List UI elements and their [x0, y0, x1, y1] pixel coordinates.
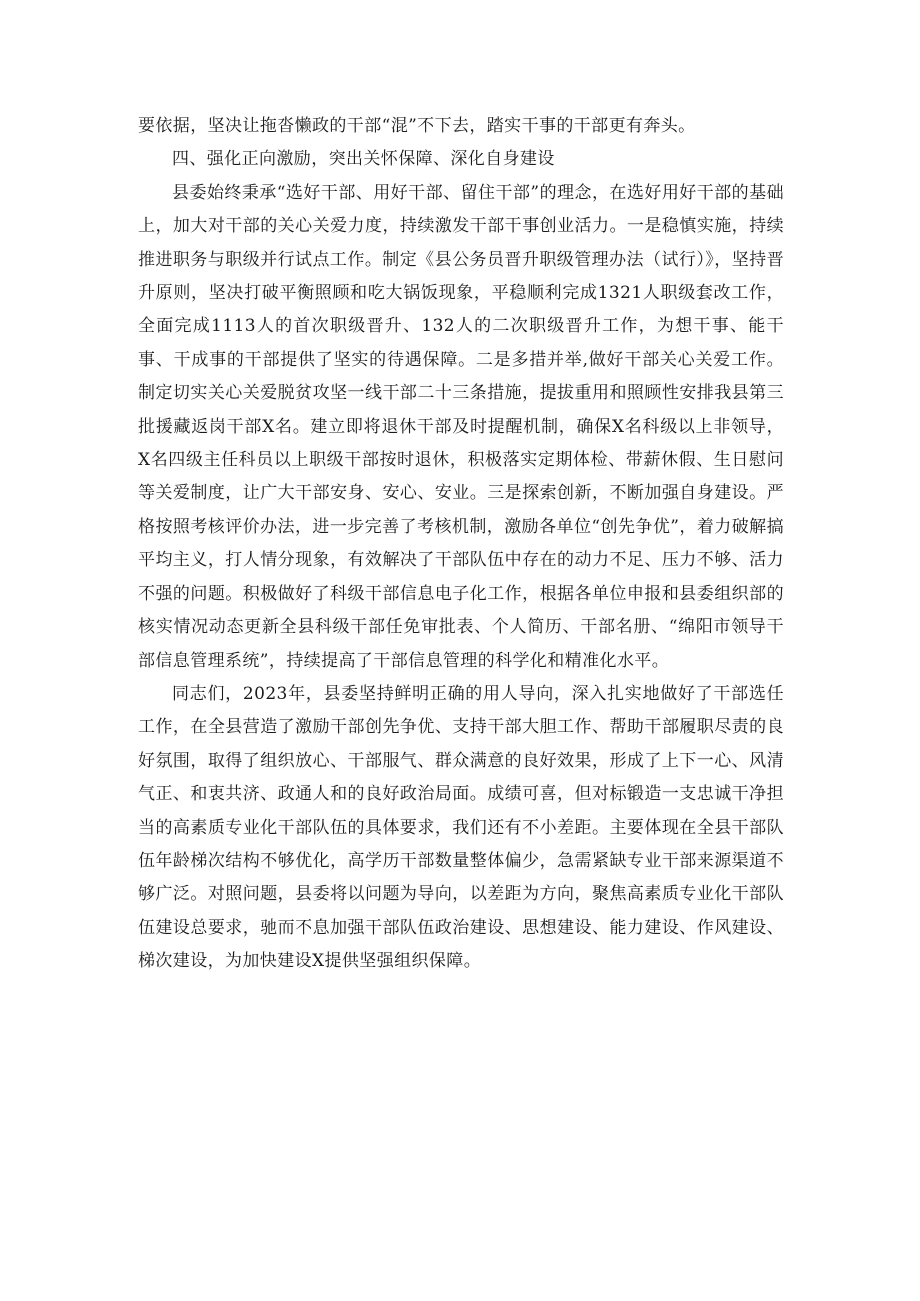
paragraph-care-and-support: 县委始终秉承“选好干部、用好干部、留住干部”的理念，在选好用好干部的基础上，加大对干部的关心关爱力度，持续激发干部干事创业活力。一是稳慎实施，持续推进职务与职级并行试点工作。制定《县公务员晋升职级管理办法（试行）》，坚持晋升原则，坚决打破平衡照顾和吃大锅饭现象，平稳顺利完成1321人职级套改工作，全面完成1113人的首次职级晋升、132人的二次职级晋升工作，为想干事、能干事、干成事的干部提供了坚实的待遇保障。二是多措并举,做好干部关心关爱工作。制定切实关心关爱脱贫攻坚一线干部二十三条措施，提拔重用和照顾性安排我县第三批援藏返岗干部X名。建立即将退休干部及时提醒机制，确保X名科级以上非领导，X名四级主任科员以上职级干部按时退休，积极落实定期体检、带薪休假、生日慰问等关爱制度，让广大干部安身、安心、安业。三是探索创新，不断加强自身建设。严格按照考核评价办法，进一步完善了考核机制，激励各单位“创先争优”，着力破解搞平均主义，打人情分现象，有效解决了干部队伍中存在的动力不足、压力不够、活力不强的问题。积极做好了科级干部信息电子化工作，根据各单位申报和县委组织部的核实情况动态更新全县科级干部任免审批表、个人简历、干部名册、“绵阳市领导干部信息管理系统”，持续提高了干部信息管理的科学化和精准化水平。	[138, 182, 784, 671]
paragraph-continuation: 要依据，坚决让拖沓懒政的干部“混”不下去，踏实干事的干部更有奔头。	[138, 116, 696, 136]
section-heading-four: 四、强化正向激励，突出关怀保障、深化自身建设	[172, 149, 555, 170]
paragraph-summary: 同志们，2023年，县委坚持鲜明正确的用人导向，深入扎实地做好了干部选任工作，在全县营造了激励干部创先争优、支持干部大胆工作、帮助干部履职尽责的良好氛围，取得了组织放心、干部服气、群众满意的良好效果，形成了上下一心、风清气正、和衷共济、政通人和的良好政治局面。成绩可喜，但对标锻造一支忠诚干净担当的高素质专业化干部队伍的具体要求，我们还有不小差距。主要体现在全县干部队伍年龄梯次结构不够优化，高学历干部数量整体偏少，急需紧缺专业干部来源渠道不够广泛。对照问题，县委将以问题为导向，以差距为方向，聚焦高素质专业化干部队伍建设总要求，驰而不息加强干部队伍政治建设、思想建设、能力建设、作风建设、梯次建设，为加快建设X提供坚强组织保障。	[138, 683, 784, 972]
document-body	[138, 110, 784, 979]
